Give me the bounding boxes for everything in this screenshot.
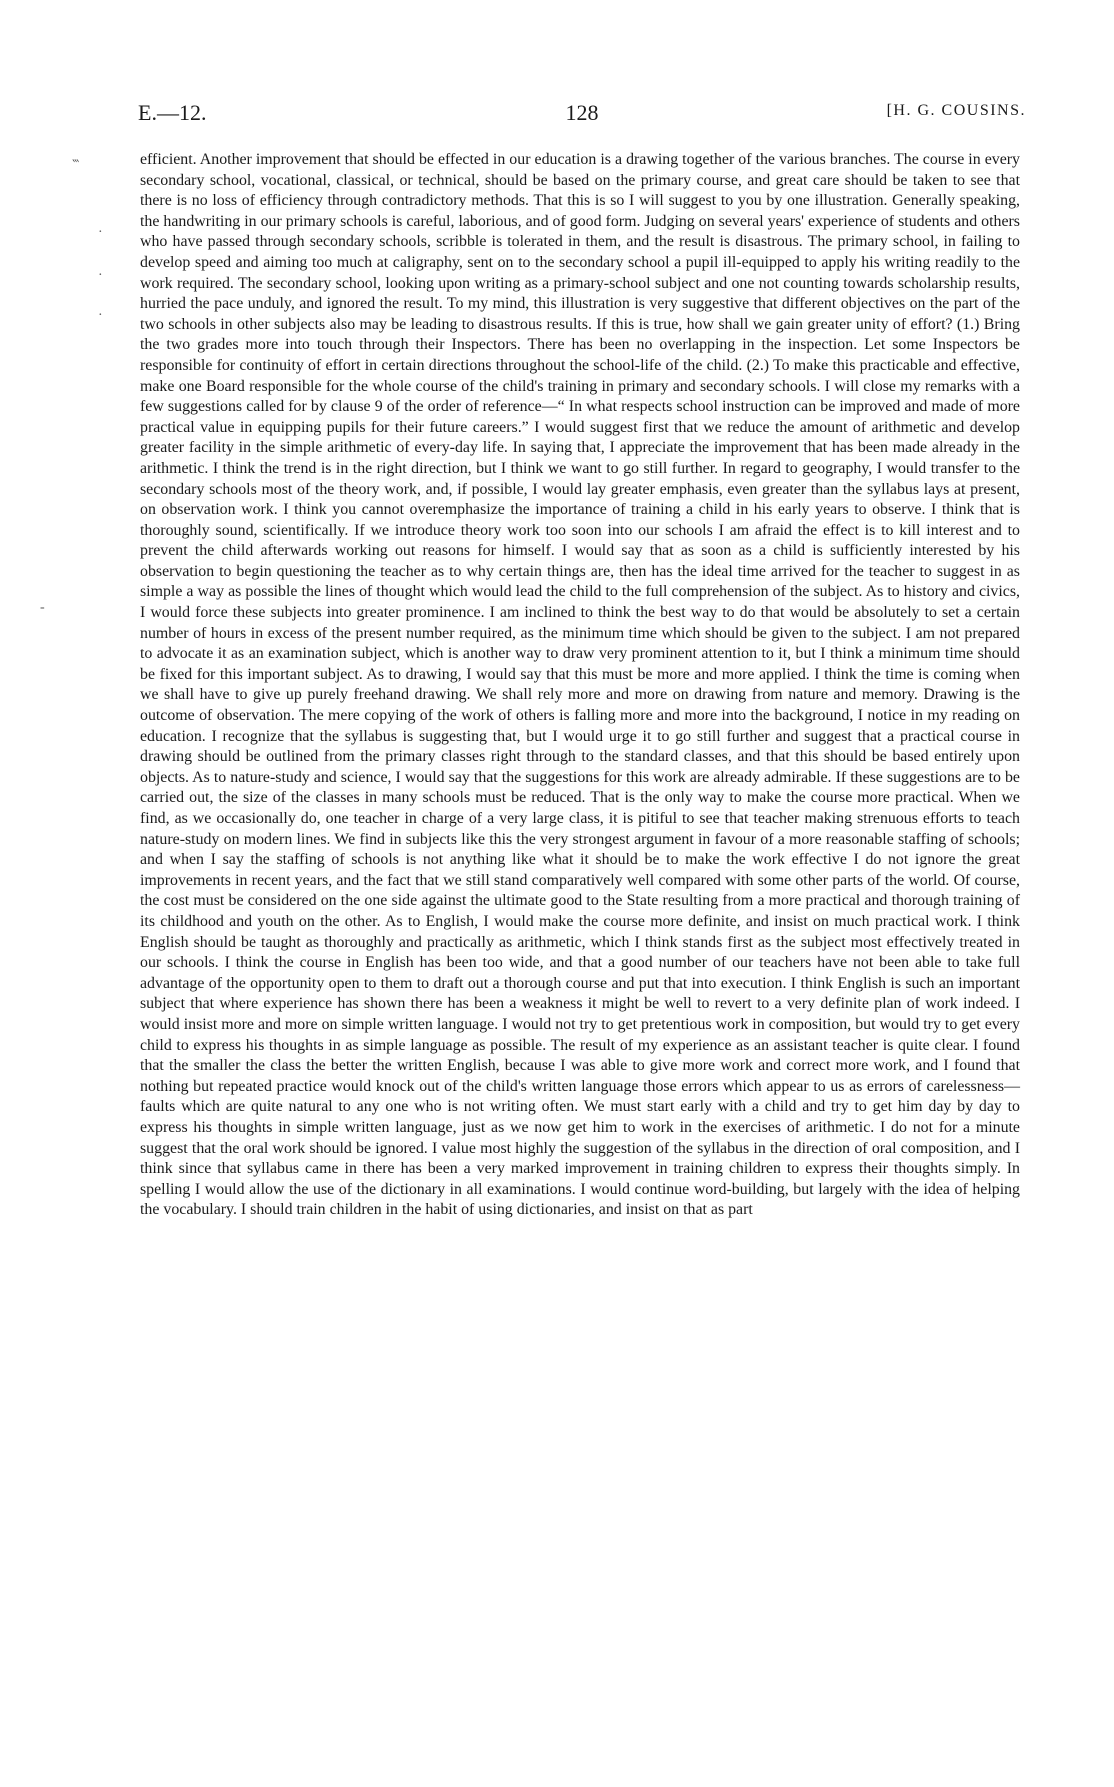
header-document-code: E.—12.	[138, 100, 207, 125]
page-header	[138, 100, 1026, 130]
margin-mark: ·	[98, 268, 103, 283]
header-speaker-name: [H. G. COUSINS.	[886, 102, 1026, 119]
margin-mark: ‷	[72, 159, 80, 174]
body-paragraph: efficient. Another improvement that should be effected in our education is a drawing together of the various branches. The course in every secondary school, vocational, classical, or technical, should be based on the primary course, and great care should be taken to see that there is no loss of efficiency through contradictory methods. That this is so I will suggest to you by one illustration. Generally speaking, the handwriting in our primary schools is careful, laborious, and of good form. Judging on several years' experience of students and others who have passed through secondary schools, scribble is tolerated in them, and the result is disastrous. The primary school, in failing to develop speed and aiming too much at caligraphy, sent on to the secondary school a pupil ill-equipped to apply his writing readily to the work required. The secondary school, looking upon writing as a primary-school subject and one not counting towards scholarship results, hurried the pace unduly, and ignored the result. To my mind, this illustration is very suggestive that different objectives on the part of the two schools in other subjects also may be leading to disastrous results. If this is true, how shall we gain greater unity of effort? (1.) Bring the two grades more into touch through their Inspectors. There has been no overlapping in the inspection. Let some Inspectors be responsible for continuity of effort in certain directions throughout the school-life of the child. (2.) To make this practicable and effective, make one Board responsible for the whole course of the child's training in primary and secondary schools. I will close my remarks with a few suggestions called for by clause 9 of the order of reference—“ In what respects school instruction can be improved and made of more practical value in equipping pupils for their future careers.” I would suggest first that we reduce the amount of arithmetic and develop greater facility in the simple arithmetic of every-day life. In saying that, I appreciate the improvement that has been made already in the arithmetic. I think the trend is in the right direction, but I think we want to go still further. In regard to geography, I would transfer to the secondary schools most of the theory work, and, if possible, I would lay greater emphasis, even greater than the syllabus lays at present, on observation work. I think you cannot overemphasize the importance of training a child in his early years to observe. I think that is thoroughly sound, scientifically. If we introduce theory work too soon into our schools I am afraid the effect is to kill interest and to prevent the child afterwards working out reasons for himself. I would say that as soon as a child is sufficiently interested by his observation to begin questioning the teacher as to why certain things are, then has the ideal time arrived for the teacher to suggest in as simple a way as possible the lines of thought which would lead the child to the full comprehension of the subject. As to history and civics, I would force these subjects into greater prominence. I am inclined to think the best way to do that would be absolutely to set a certain number of hours in excess of the present number required, as the minimum time which should be given to the subject. I am not prepared to advocate it as an examination subject, which is another way to draw very prominent attention to it, but I think a minimum time should be fixed for this important subject. As to drawing, I would say that this must be more and more applied. I think the time is coming when we shall have to give up purely freehand drawing. We shall rely more and more on drawing from nature and memory. Drawing is the outcome of observation. The mere copying of the work of others is falling more and more into the background, I notice in my reading on education. I recognize that the syllabus is suggesting that, but I would urge it to go still further and suggest that a practical course in drawing should be outlined from the primary classes right through to the standard classes, and that this should be based entirely upon objects. As to nature-study and science, I would say that the suggestions for this work are already admirable. If these suggestions are to be carried out, the size of the classes in many schools must be reduced. That is the only way to make the course more practical. When we find, as we occasionally do, one teacher in charge of a very large class, it is pitiful to see that teacher making strenuous efforts to teach nature-study on modern lines. We find in subjects like this the very strongest argument in favour of a more reasonable staffing of schools; and when I say the staffing of schools is not anything like what it should be to make the work effective I do not ignore the great improvements in recent years, and the fact that we still stand comparatively well compared with some other parts of the world. Of course, the cost must be considered on the one side against the ultimate good to the State resulting from a more practical and thorough training of its childhood and youth on the other. As to English, I would make the course more definite, and insist on much practical work. I think English should be taught as thoroughly and practically as arithmetic, which I think stands first as the subject most effectively treated in our schools. I think the course in English has been too wide, and that a good number of our teachers have not been able to take full advantage of the opportunity open to them to draft out a thorough course and put that into execution. I think English is such an important subject that where experience has shown there has been a weakness it might be well to revert to a very definite plan of work indeed. I would insist more and more on simple written language. I would not try to get pretentious work in composition, but would try to get every child to express his thoughts in as simple language as possible. The result of my experience as an assistant teacher is quite clear. I found that the smaller the class the better the written English, because I was able to give more work and correct more work, and I found that nothing but repeated practice would knock out of the child's written language those errors which appear to us as errors of carelessness—faults which are quite natural to any one who is not writing often. We must start early with a child and try to get him day by day to express his thoughts in simple written language, just as we now get him to work in the exercises of arithmetic. I do not for a minute suggest that the oral work should be ignored. I value most highly the suggestion of the syllabus in the direction of oral composition, and I think since that syllabus came in there has been a very marked improvement in training children to express their thoughts simply. In spelling I would allow the use of the dictionary in all examinations. I would continue word-building, but largely with the idea of helping the vocabulary. I should train children in the habit of using dictionaries, and insist on that as part	[140, 151, 1020, 1219]
body-text	[140, 150, 1020, 1221]
margin-mark: ·	[98, 308, 103, 323]
margin-mark: ·	[98, 225, 103, 240]
margin-mark: -	[40, 600, 45, 615]
header-page-number: 128	[565, 100, 599, 125]
